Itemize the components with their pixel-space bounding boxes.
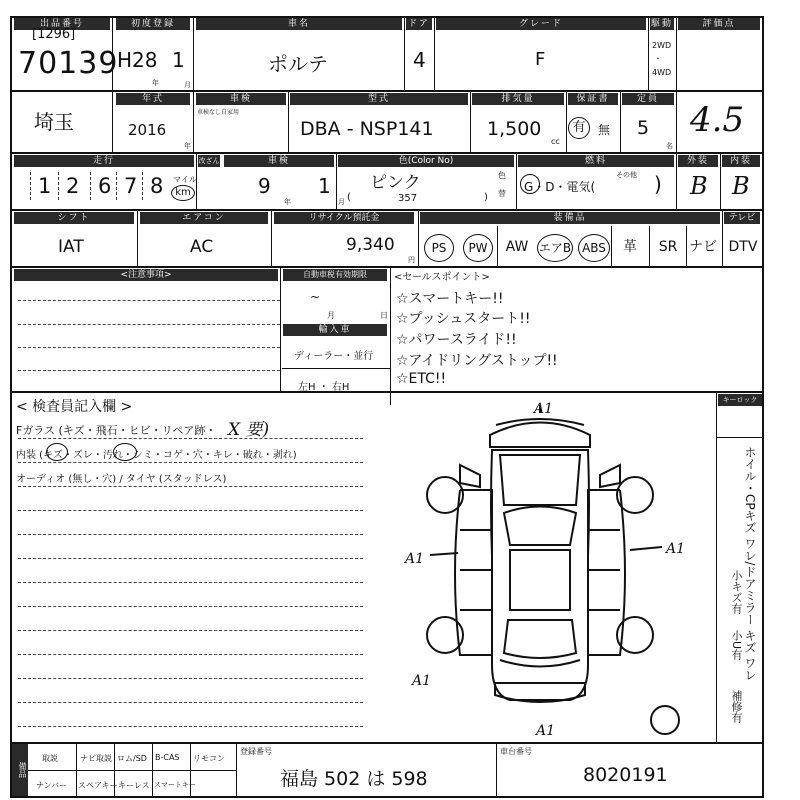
lot-code: [1296] — [32, 27, 76, 42]
label-displacement: 排気量 — [472, 93, 564, 105]
label-model-code: 型式 — [290, 93, 468, 105]
capacity: 5 — [637, 117, 650, 139]
evaluation-score: 4.5 — [690, 100, 745, 140]
inspector-line-3: オーディオ (無し・穴) / タイヤ (スタッドレス) — [16, 474, 227, 485]
registration-number: 福島 502 は 598 — [280, 768, 428, 790]
wheel-front-left — [427, 477, 463, 513]
shift-value: IAT — [58, 237, 84, 257]
inspector-line-2: 内装 (キズ・ズレ・汚れ・シミ・コゲ・穴・キレ・破れ・剥れ) — [16, 450, 297, 461]
accessory-number: ナンバー — [36, 781, 68, 790]
accessory-navi-manual: ナビ取説 — [80, 754, 112, 763]
interior-grade: B — [732, 172, 750, 200]
mileage-digit: 2 — [66, 174, 80, 198]
fuel-options: G・D・電気( — [524, 180, 596, 194]
accessory-manual: 取説 — [42, 754, 58, 763]
storage-month: 月 — [327, 311, 335, 320]
label-notes: <注意事項> — [14, 269, 278, 281]
label-grade: グレード — [436, 18, 646, 30]
frame-bottom — [10, 796, 764, 798]
label-accessories: 備品 — [12, 744, 28, 796]
displacement: 1,500 — [487, 118, 542, 140]
label-color: 色(Color No) — [338, 155, 514, 167]
warranty-no: 無 — [598, 123, 611, 137]
damage-mark: A1 — [536, 723, 556, 739]
color-name: ピンク — [370, 173, 421, 193]
inspection-year: 9 — [258, 174, 271, 198]
label-ac: エアコン — [140, 212, 268, 224]
label-fuel: 燃料 — [518, 155, 674, 167]
door-count: 4 — [413, 48, 426, 72]
accessory-remote: リモコン — [193, 754, 225, 763]
equipment-aw: AW — [505, 239, 529, 255]
color-change-2: 替 — [498, 189, 506, 198]
exterior-grade: B — [690, 172, 708, 200]
label-storage-expiry: 自動車税有効期限 — [283, 269, 387, 281]
label-shift: シフト — [14, 212, 134, 224]
label-equipment: 装備品 — [420, 212, 720, 224]
frame-left — [10, 16, 12, 798]
label-chassis: 車台番号 — [500, 747, 532, 756]
label-score: 評価点 — [678, 18, 760, 30]
car-damage-diagram — [400, 395, 700, 740]
unit-yen: 円 — [408, 256, 415, 264]
unit-year-2: 年 — [184, 142, 191, 150]
unit-year-3: 年 — [284, 198, 291, 206]
equipment-airbag: エアB — [537, 234, 573, 262]
mileage-digits — [20, 172, 170, 202]
inspector-title: < 検査員記入欄 > — [16, 399, 133, 415]
accessory-bcas: B-CAS — [155, 753, 180, 762]
unit-month: 月 — [184, 81, 191, 89]
chassis-number: 8020191 — [583, 764, 668, 786]
vertical-note: ホイル・CPキズ ワレ/ドアミラー キズ ワレ — [743, 446, 757, 682]
label-first-registration: 初度登録 — [116, 18, 190, 30]
drive-2wd: 2WD — [652, 41, 672, 50]
equipment-sunroof: SR — [658, 239, 678, 255]
first-reg-month: 1 — [172, 48, 185, 72]
color-code: 357 — [398, 193, 418, 204]
inspector-divider — [716, 437, 717, 742]
label-auction-number: 出品番号 — [14, 18, 110, 30]
label-inspection: 車検 — [196, 93, 286, 105]
handle-side: 左H ・ 右H — [298, 382, 350, 393]
color-paren-open: ( — [347, 192, 351, 203]
unit-cc: cc — [551, 137, 560, 146]
damage-mark: A1 — [666, 541, 686, 557]
inspector-line-1: Fガラス (キズ・飛石・ヒビ・リペア跡・ — [16, 424, 217, 437]
color-change-1: 色 — [498, 171, 506, 180]
mileage-digit: 8 — [150, 174, 164, 198]
windshield — [504, 507, 576, 546]
accessory-keyless: キーレス — [118, 781, 150, 790]
front-bumper — [490, 423, 590, 448]
sales-point: ☆スマートキー!! — [396, 291, 504, 307]
interior-scratch-circle — [46, 443, 68, 461]
car-name: ポルテ — [268, 52, 328, 76]
fuel-other: その他 — [616, 171, 637, 179]
storage-day: 日 — [380, 311, 388, 320]
right-side — [588, 490, 625, 655]
unit-year: 年 — [152, 79, 159, 87]
equipment-abs: ABS — [578, 234, 610, 262]
label-interior: 内装 — [722, 155, 760, 167]
accessory-rom-sd: ロム/SD — [117, 754, 147, 763]
fuel-g-circle — [520, 174, 540, 194]
equipment-pw: PW — [463, 234, 493, 262]
label-capacity: 定員 — [622, 93, 674, 105]
vertical-note-sub-1: 小キズ有 — [730, 570, 743, 614]
inspector-line-1-mark: X 要) — [228, 420, 270, 440]
color-paren-close: ) — [484, 192, 488, 203]
storage-tilde: ~ — [310, 290, 321, 304]
label-drive: 駆動 — [650, 19, 673, 29]
equipment-tv: DTV — [728, 239, 758, 255]
model-year: 2016 — [128, 121, 167, 139]
label-doors: ドア — [406, 18, 432, 30]
drive-dot: ・ — [654, 54, 662, 63]
mileage-digit: 7 — [124, 174, 138, 198]
mileage-digit: 1 — [38, 174, 52, 198]
ac-value: AC — [190, 237, 214, 257]
damage-mark: A1 — [405, 551, 425, 567]
inspection-month: 1 — [318, 174, 331, 198]
km-label — [171, 185, 195, 201]
first-reg-year: H28 — [117, 48, 158, 72]
sales-point: ☆アイドリングストップ!! — [396, 353, 558, 369]
unit-persons: 名 — [666, 142, 673, 150]
model-code: DBA - NSP141 — [300, 118, 434, 140]
mileage-digit: 6 — [98, 174, 112, 198]
sales-point: ☆パワースライド!! — [396, 332, 517, 348]
fuel-close: ) — [654, 172, 662, 196]
roof — [510, 550, 570, 610]
label-registration: 登録番号 — [240, 747, 272, 756]
left-side — [455, 490, 492, 655]
dealer-type: ディーラー・並行 — [294, 351, 374, 362]
damage-mark: A1 — [412, 673, 432, 689]
prefecture: 埼玉 — [34, 110, 74, 134]
label-meter: 改ざん — [198, 157, 220, 165]
label-exterior: 外装 — [678, 155, 718, 167]
warranty-yes — [568, 117, 590, 139]
label-import: 輸入車 — [283, 324, 387, 336]
vertical-note-sub-3: 補修有 — [730, 690, 743, 723]
rear-window — [504, 620, 576, 658]
equipment-ps: PS — [424, 234, 454, 262]
km-circle: km — [171, 185, 195, 201]
label-mileage: 走行 — [14, 155, 194, 167]
unit-month-3: 月 — [338, 198, 345, 206]
label-warranty: 保証書 — [568, 93, 618, 105]
sales-point: ☆ETC!! — [396, 371, 447, 387]
vertical-note-sub-2: 小U有 — [730, 630, 743, 661]
mile-label: マイル — [173, 175, 197, 184]
equipment-navi: ナビ — [689, 239, 717, 255]
drive-4wd: 4WD — [652, 68, 672, 77]
grade-value: F — [535, 49, 546, 70]
label-tv: テレビ — [724, 212, 760, 224]
sales-point: ☆プッシュスタート!! — [396, 311, 531, 327]
label-key-lock: キーロック — [718, 394, 762, 406]
label-car-name: 車名 — [196, 18, 402, 30]
warranty-yes-circle: 有 — [568, 117, 590, 139]
wheel-front-right — [617, 477, 653, 513]
lot-number: 70139 — [18, 46, 119, 81]
label-inspection-expiry: 車検 — [224, 155, 334, 167]
interior-stain-circle — [113, 443, 137, 461]
accessory-smart-key: スマートキー — [154, 781, 196, 789]
recycle-fee: 9,340 — [346, 235, 395, 255]
label-model-year: 年式 — [116, 93, 190, 105]
spare-tire — [651, 706, 679, 734]
equipment-leather: 革 — [623, 239, 637, 255]
expiry-note: 車検なし自家用 — [197, 109, 240, 116]
damage-mark: A1 — [534, 401, 554, 417]
sales-point-label: <セールスポイント> — [394, 272, 490, 283]
label-recycle: リサイクル預託金 — [274, 212, 414, 224]
accessory-spare-key: スペアキー — [78, 781, 118, 790]
